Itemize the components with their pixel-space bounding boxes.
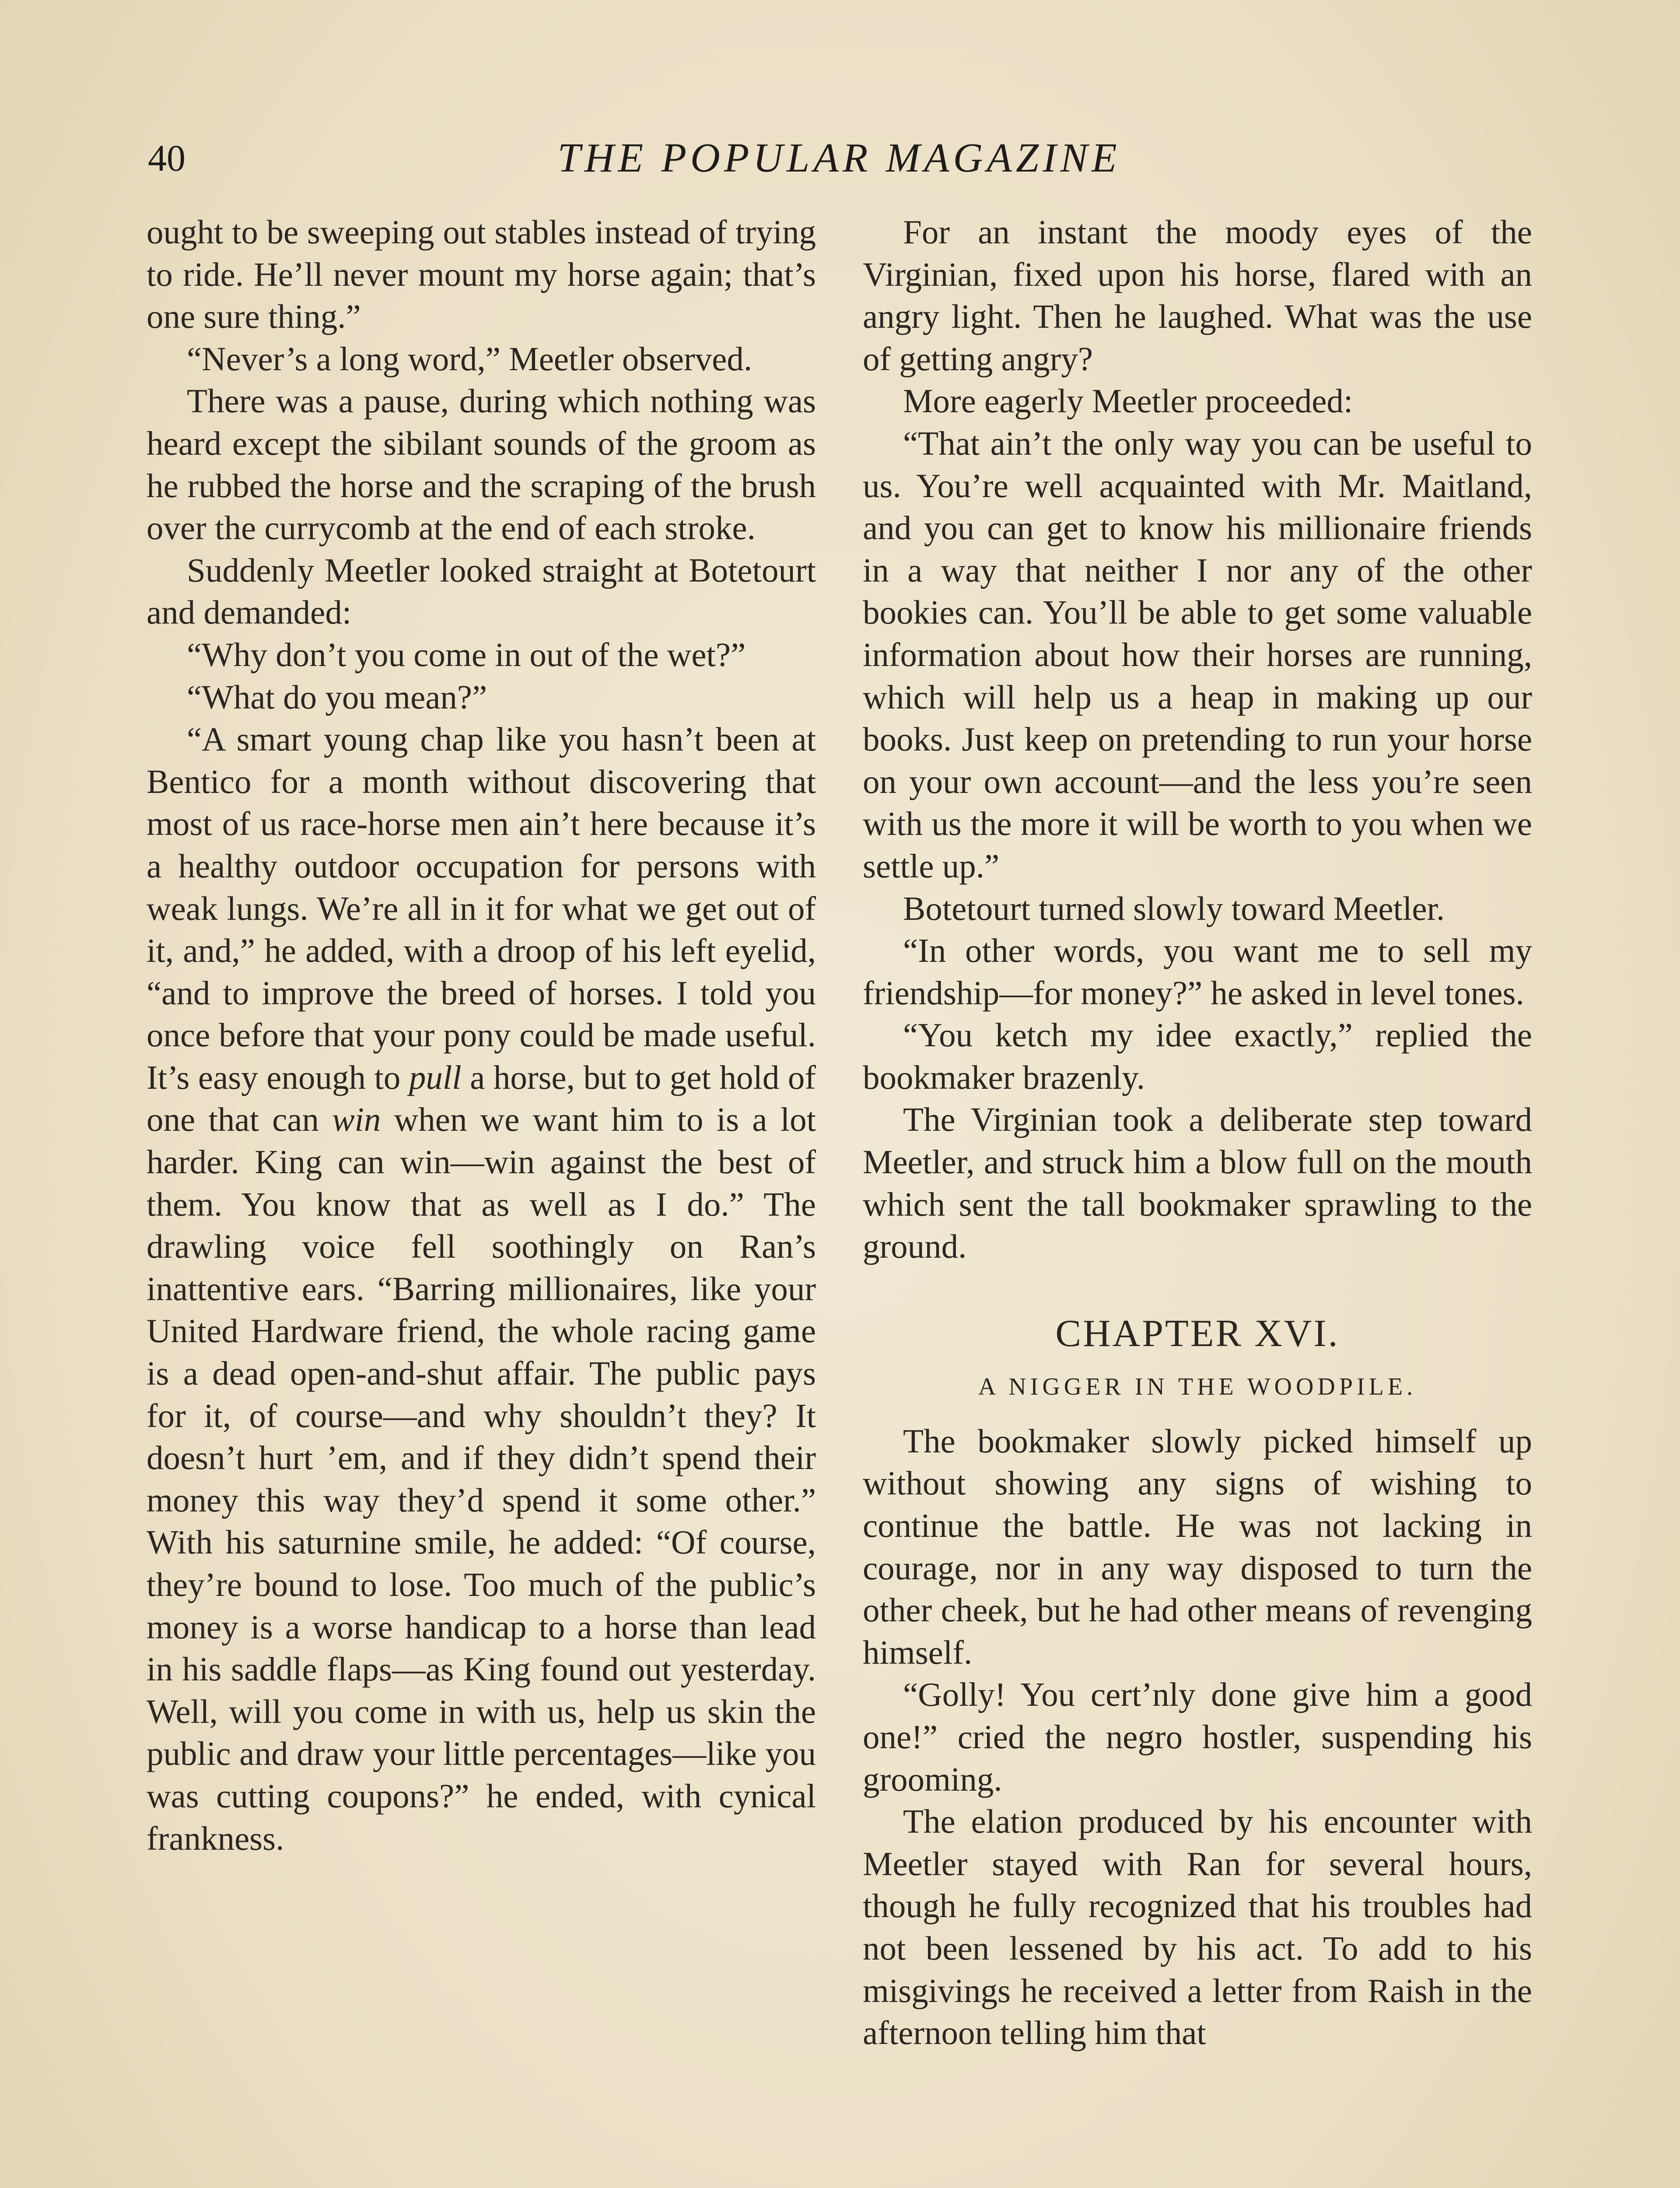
italic-word: pull xyxy=(409,1058,462,1096)
paragraph: There was a pause, during which nothing was heard except the sibilant sounds of the groom as he rubbed the horse and the scraping of the brush over the currycomb at the end of each stroke. xyxy=(147,382,816,547)
paragraph: Botetourt turned slowly toward Meetler. xyxy=(903,889,1445,927)
paragraph-text: “A smart young chap like you hasn’t been at Bentico for a month without discovering that most of us race-horse men ain’t here because it’s a healthy outdoor occupation for persons with weak lungs. We’re all in it for what we get out of it, and,” he added, with a droop of his left eyelid, “and to improve the breed of horses. I told you once before that your pony could be made useful. It’s easy enough to xyxy=(147,720,816,1096)
chapter-subtitle: A NIGGER IN THE WOODPILE. xyxy=(978,1373,1417,1400)
paragraph: For an instant the moody eyes of the Virginian, fixed upon his horse, flared with an angry light. Then he laughed. What was the use of getting angry? xyxy=(863,213,1532,378)
paragraph: The bookmaker slowly picked himself up without showing any signs of wishing to continue the battle. He was not lacking in courage, nor in any way disposed to turn the other cheek, but he had other means of revenging himself. xyxy=(863,1422,1532,1671)
right-column xyxy=(863,211,1532,2054)
paragraph: The Virginian took a deliberate step toward Meetler, and struck him a blow full on the mouth which sent the tall bookmaker sprawling to the ground. xyxy=(863,1101,1532,1266)
paragraph: “What do you mean?” xyxy=(187,678,487,716)
paragraph: “You ketch my idee exactly,” replied the bookmaker brazenly. xyxy=(863,1016,1532,1096)
paragraph-text: a horse, but to get hold of one that can xyxy=(147,1058,816,1139)
paragraph: “Never’s a long word,” Meetler observed. xyxy=(187,340,752,378)
paragraph: “In other words, you want me to sell my friendship—for money?” he asked in level tones. xyxy=(863,932,1532,1012)
italic-word: win xyxy=(332,1101,381,1139)
chapter-heading: CHAPTER XVI. xyxy=(1055,1312,1340,1355)
page-number: 40 xyxy=(148,137,186,179)
paragraph: ought to be sweeping out stables instead of trying to ride. He’ll never mount my horse again; that’s one sure thing.” xyxy=(147,213,816,336)
paragraph: “That ain’t the only way you can be useful to us. You’re well acquainted with Mr. Maitland, and you can get to know his millionaire friends in a way that neither I nor any of the other bookies can. You’ll be able to get some valuable information about how their horses are running, which will help us a heap in making up our books. Just keep on pretending to run your horse on your own account—and the less you’re seen with us the more it will be worth to you when we settle up.” xyxy=(863,424,1532,885)
magazine-title: THE POPULAR MAGAZINE xyxy=(557,135,1121,181)
paragraph: Suddenly Meetler looked straight at Botetourt and demanded: xyxy=(147,551,816,631)
paragraph-text: when we want him to is a lot harder. King can win—win against the best of them. You know that as well as I do.” The drawling voice fell soothingly on Ran’s inattentive ears. “Barring millionaires, like your United Hardware friend, the whole racing game is a dead open-and-shut affair. The public pays for it, of course—and why shouldn’t they? It doesn’t hurt ’em, and if they didn’t spend their money this way they’d spend it some other.” With his saturnine smile, he added: “Of course, they’re bound to lose. Too much of the public’s money is a worse handicap to a horse than lead in his saddle flaps—as King found out yesterday. Well, will you come in with us, help us skin the public and draw your little percentages—like you was cutting coupons?” he ended, with cynical frankness. xyxy=(147,1101,816,1857)
paragraph: More eagerly Meetler proceeded: xyxy=(903,382,1353,420)
left-column xyxy=(147,211,816,1859)
page-header xyxy=(148,130,1530,186)
paragraph: “Golly! You cert’nly done give him a good one!” cried the negro hostler, suspending his grooming. xyxy=(863,1676,1532,1798)
paragraph: “Why don’t you come in out of the wet?” xyxy=(187,635,746,673)
paragraph xyxy=(147,718,816,1859)
paragraph: The elation produced by his encounter with Meetler stayed with Ran for several hours, though he fully recognized that his troubles had not been lessened by his act. To add to his misgivings he received a letter from Raish in the afternoon telling him that xyxy=(863,1802,1532,2052)
